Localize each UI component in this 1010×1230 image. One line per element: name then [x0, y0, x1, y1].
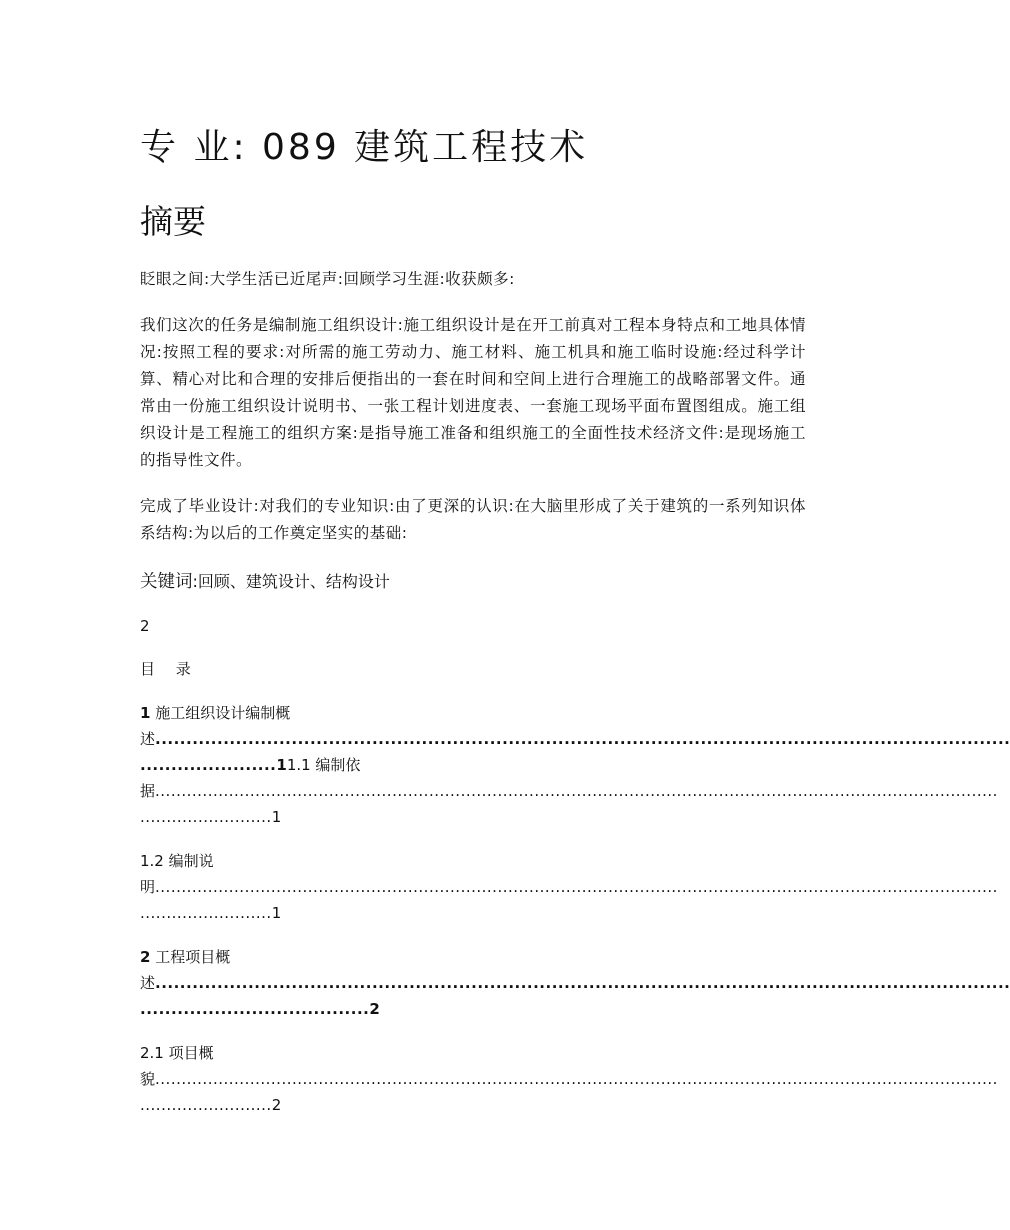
- toc-entry-title: 工程项目概: [150, 948, 231, 966]
- keywords-value: :回顾、建筑设计、结构设计: [192, 572, 390, 591]
- abstract-title: 摘要: [140, 202, 206, 241]
- abstract-paragraph-1: 眨眼之间:大学生活已近尾声:回顾学习生涯:收获颇多:: [140, 270, 515, 288]
- toc-entry-chapter-1[interactable]: [140, 700, 1010, 778]
- abstract-paragraph-2: 我们这次的任务是编制施工组织设计:施工组织设计是在开工前真对工程本身特点和工地具体情况:按照工程的要求:对所需的施工劳动力、施工材料、施工机具和施工临时设施:经过科学计算、精心对比和合理的安排后便指出的一套在时间和空间上进行合理施工的战略部署文件。通常由一份施工组织设计说明书、一张工程计划进度表、一套施工现场平面布置图组成。施工组织设计是工程施工的组织方案:是指导施工准备和组织施工的全面性技术经济文件:是现场施工的指导性文件。: [140, 316, 806, 469]
- toc-leader-dots: ................................................................................................................................................................: [155, 782, 998, 800]
- keywords-line: [140, 568, 390, 596]
- toc-entry-title: 1.1 编制依: [286, 756, 361, 774]
- toc-leader-dots: .........................: [140, 1096, 272, 1114]
- page-number: 2: [140, 617, 150, 635]
- toc-leader-dots: ................................................................................................................................................................: [155, 878, 998, 896]
- toc-entry-title-end: 述: [140, 974, 156, 992]
- toc-entry-title-end: 据: [140, 782, 156, 800]
- abstract-paragraph-3: 完成了毕业设计:对我们的专业知识:由了更深的认识:在大脑里形成了关于建筑的一系列知识体系结构:为以后的工作奠定坚实的基础:: [140, 497, 806, 542]
- toc-page-number: 1: [271, 904, 282, 922]
- toc-leader-dots: .........................: [140, 904, 272, 922]
- toc-entry-title: 施工组织设计编制概: [150, 704, 291, 722]
- toc-entry-title: 2.1 项目概: [140, 1044, 214, 1062]
- toc-entry-title: 1.2 编制说: [140, 852, 214, 870]
- toc-leader-dots: ..........................................................................................................................................: [155, 730, 1010, 748]
- toc-leader-dots: ................................................................................................................................................................: [155, 1070, 998, 1088]
- toc-chapter-number: 2: [140, 948, 151, 966]
- major-heading: 专 业: 089 建筑工程技术: [140, 127, 589, 168]
- toc-leader-dots: ......................: [140, 756, 277, 774]
- toc-entry-1-2[interactable]: [140, 848, 998, 926]
- toc-entry-2-1[interactable]: [140, 1040, 998, 1118]
- keywords-label: 关键词: [140, 572, 193, 592]
- toc-leader-dots: .....................................: [140, 1000, 370, 1018]
- toc-entry-1-1[interactable]: [140, 778, 998, 830]
- toc-page-number: 2: [271, 1096, 282, 1114]
- toc-page-number: 2: [369, 1000, 380, 1018]
- toc-entry-title-end: 述: [140, 730, 156, 748]
- toc-title: 目 录: [140, 660, 199, 678]
- toc-page-number: 1: [276, 756, 287, 774]
- toc-chapter-number: 1: [140, 704, 151, 722]
- toc-entry-title-end: 明: [140, 878, 156, 896]
- toc-entry-chapter-2[interactable]: [140, 944, 1010, 1022]
- toc-page-number: 1: [271, 808, 282, 826]
- toc-leader-dots: ..........................................................................................................................................: [155, 974, 1010, 992]
- toc-entry-title-end: 貌: [140, 1070, 156, 1088]
- toc-leader-dots: .........................: [140, 808, 272, 826]
